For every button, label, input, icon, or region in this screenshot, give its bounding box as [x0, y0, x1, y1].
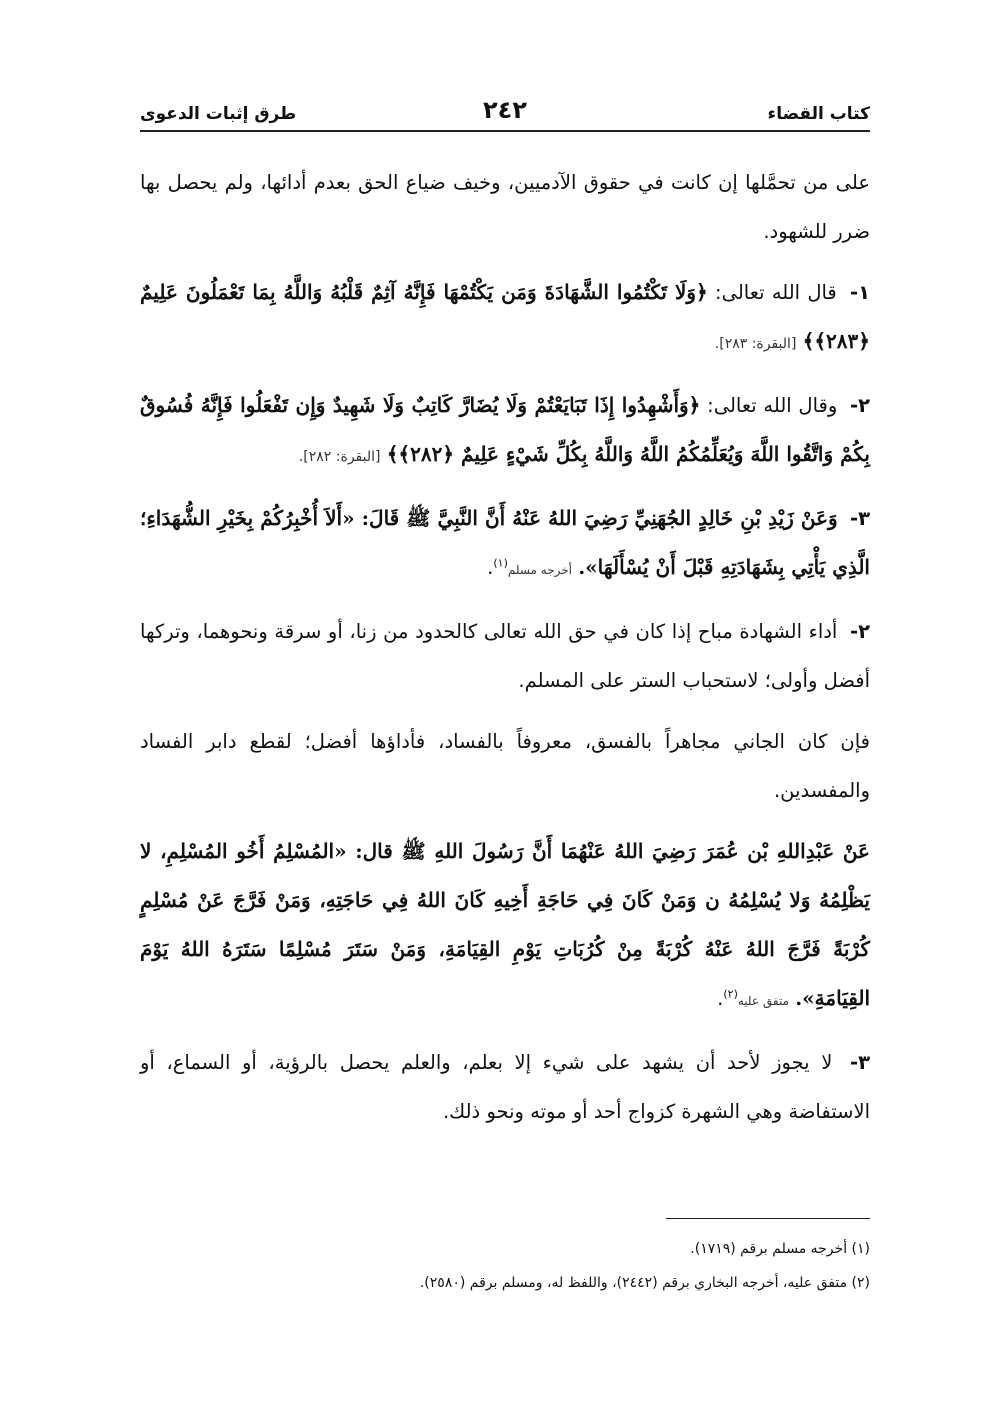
item-number: ١-: [850, 281, 871, 304]
item-number: ٣-: [850, 1051, 870, 1074]
item-number: ٢-: [850, 620, 870, 643]
verse-reference: [البقرة: ٢٨٣].: [714, 336, 797, 352]
quran-verse: ﴿وَلَا تَكْتُمُوا الشَّهَادَةَ وَمَن يَكْتُمْهَا فَإِنَّهُ آثِمٌ قَلْبُهُ وَاللَّهُ بِمَا تَعْمَلُونَ عَلِيمٌ ﴿٢٨٣﴾﴾: [140, 280, 870, 353]
item-number: ٢-: [850, 394, 870, 417]
quran-verse: ﴿وَأَشْهِدُوا إِذَا تَبَايَعْتُمْ وَلَا يُضَارَّ كَاتِبٌ وَلَا شَهِيدٌ وَإِن تَفْعَلُوا فَإِنَّهُ فُسُوقٌ بِكُمْ وَاتَّقُوا اللَّهَ وَيُعَلِّمُكُمُ اللَّهُ وَاللَّهُ بِكُلِّ شَيْءٍ عَلِيمٌ ﴿٢٨٢﴾﴾: [140, 393, 870, 466]
chapter-title: كتاب القضاء: [767, 104, 870, 124]
section-title: طرق إثبات الدعوى: [140, 104, 297, 124]
paragraph-6: فإن كان الجاني مجاهراً بالفسق، معروفاً بالفساد، فأداؤها أفضل؛ لقطع دابر الفساد والمفسدين.: [140, 730, 870, 802]
paragraph-1: على من تحمَّلها إن كانت في حقوق الآدميين، وخيف ضياع الحق بعدم أدائها، ولم يحصل بها ضرر للشهود.: [140, 171, 870, 243]
page-body: [140, 158, 870, 1148]
sentence-end: .: [717, 987, 724, 1010]
header-divider: [140, 130, 870, 132]
page-number: ٢٤٢: [483, 96, 527, 124]
hadith-text: عَنْ عَبْدِاللهِ بْن عُمَرَ رَضِيَ اللهُ عَنْهُمَا أَنَّ رَسُولَ اللهِ ﷺ قال: «المُسْلِمُ أَخُو المُسْلِمِ، لا يَظْلِمُهُ وَلا يُسْلِمُهُ ن وَمَنْ كَانَ فِي حَاجَةِ أَخِيهِ كَانَ اللهُ فِي حَاجَتِهِ، وَمَنْ فَرَّجَ عَنْ مُسْلِمٍ كُرْبَةً فَرَّجَ اللهُ عَنْهُ كُرْبَةً مِنْ كُرُبَاتِ يَوْمِ القِيَامَةِ، وَمَنْ سَتَرَ مُسْلِمًا سَتَرَهُ اللهُ يَوْمَ القِيَامَةِ».: [140, 839, 870, 1010]
footnote-marker[interactable]: (١): [493, 556, 508, 570]
paragraph-4: [140, 494, 870, 595]
paragraph-text: لا يجوز لأحد أن يشهد على شيء إلا بعلم، والعلم يحصل بالرؤية، أو السماع، أو الاستفاضة وهي الشهرة كزواج أحد أو موته ونحو ذلك.: [140, 1051, 870, 1123]
paragraph-2: [140, 268, 870, 369]
verse-reference: [البقرة: ٢٨٢].: [298, 449, 381, 465]
footnote-2: (٢) متفق عليه، أخرجه البخاري برقم (٢٤٤٢)، واللفظ له، ومسلم برقم (٢٥٨٠).: [419, 1275, 870, 1291]
paragraph-8: [140, 1038, 870, 1136]
paragraph-5: [140, 607, 870, 705]
item-number: ٣-: [850, 507, 870, 530]
footnote-divider: [666, 1218, 870, 1219]
hadith-source: متفق عليه: [737, 994, 789, 1008]
footnotes: [140, 1232, 870, 1300]
paragraph-7: [140, 827, 870, 1026]
sentence-end: .: [487, 556, 494, 579]
paragraph-3: [140, 381, 870, 482]
verse-intro: قال الله تعالى:: [715, 281, 837, 304]
footnote-marker[interactable]: (٢): [723, 987, 738, 1001]
hadith-text: وَعَنْ زَيْدِ بْنِ خَالِدٍ الجُهَنِيِّ رَضِيَ اللهُ عَنْهُ أَنَّ النَّبِيَّ ﷺ قَالَ: «أَلاَ أُخْبِرُكُمْ بِخَيْرِ الشُّهَدَاءِ؛ الَّذِي يَأْتِي بِشَهَادَتِهِ قَبْلَ أَنْ يُسْأَلَهَا».: [140, 506, 870, 579]
verse-intro: وقال الله تعالى:: [707, 394, 838, 417]
paragraph-text: أداء الشهادة مباح إذا كان في حق الله تعالى كالحدود من زنا، أو سرقة ونحوهما، وتركها أفضل وأولى؛ لاستحباب الستر على المسلم.: [140, 620, 870, 692]
footnote-1: (١) أخرجه مسلم برقم (١٧١٩).: [690, 1241, 870, 1257]
hadith-source: أخرجه مسلم: [507, 563, 572, 577]
page-header: [140, 96, 870, 132]
